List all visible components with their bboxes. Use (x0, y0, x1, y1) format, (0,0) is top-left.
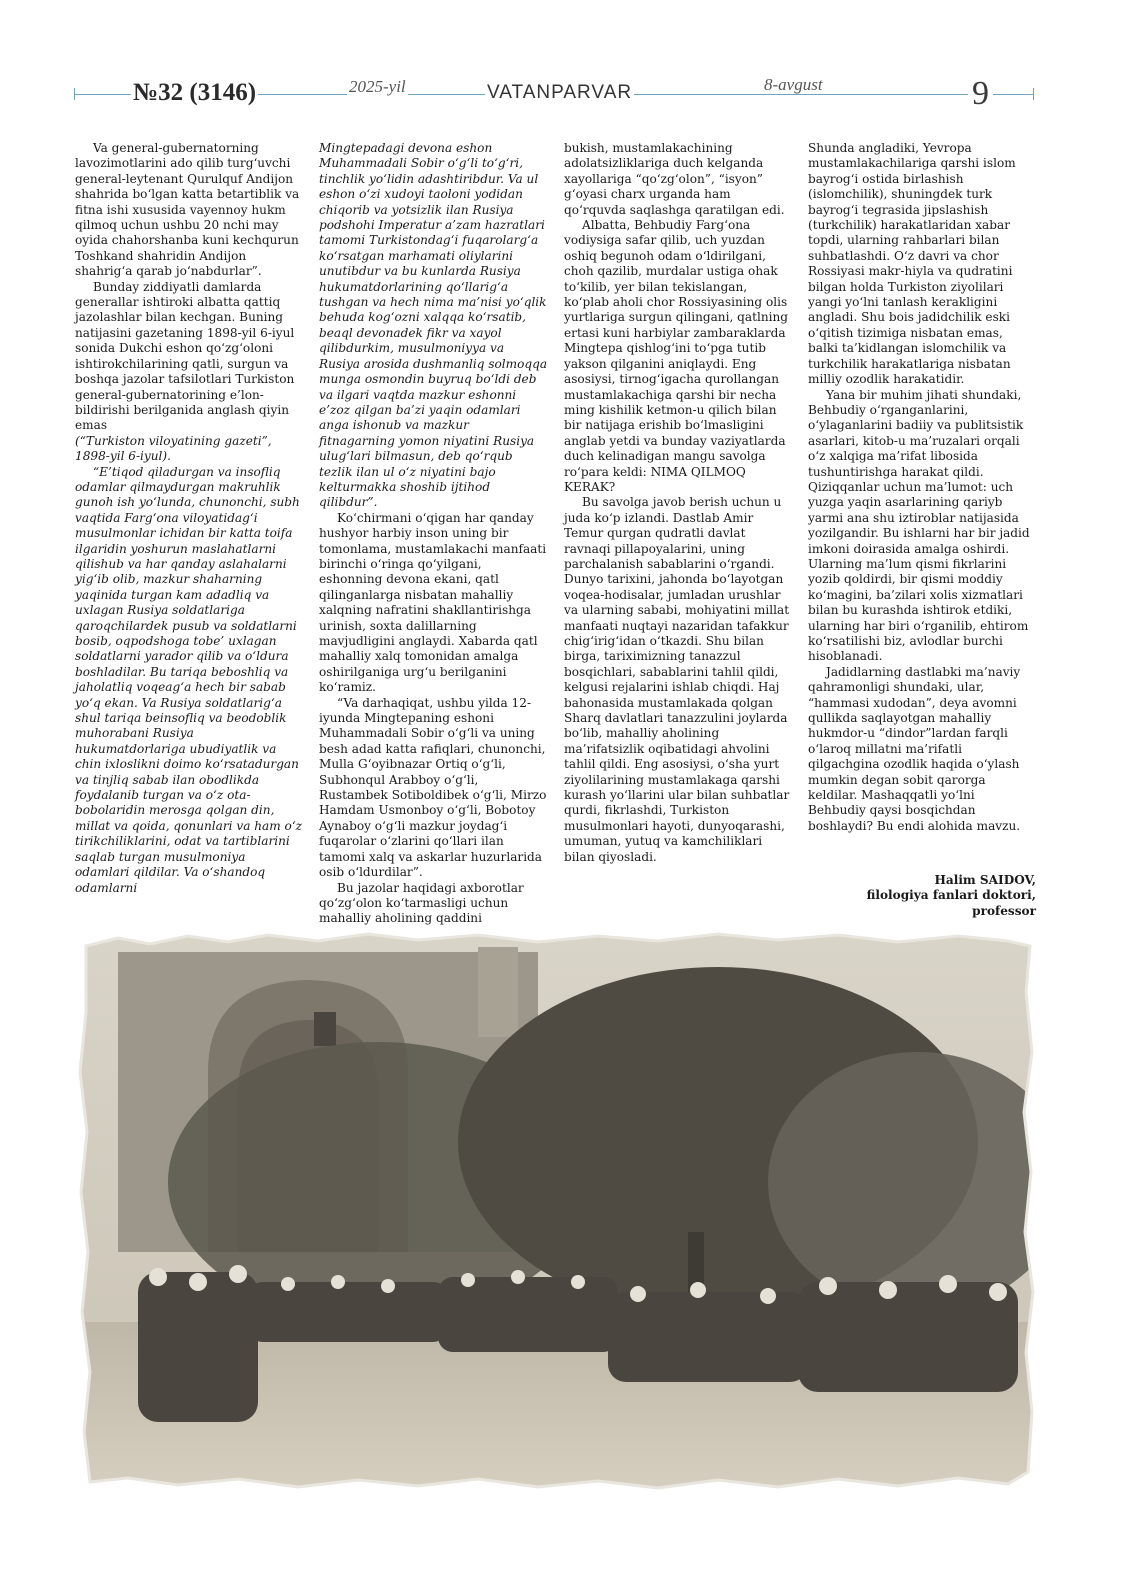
article-paragraph: (“Turkiston viloyatining gazeti”, 1898-yil 6-iyul). (75, 433, 272, 464)
author-name: Halim SAIDOV, (934, 873, 1036, 887)
article-column-4 (808, 141, 1036, 834)
article-paragraph: Shunda angladiki, Yevropa mustamlakachilariga qarshi islom bayrog‘i ostida birlashish (islomchilik), shuningdek turk bayrog‘i tegrasida jipslashish (turkchilik) harakatlaridan xabar topdi, ularning rahbarlari bilan suhbatlashdi. O‘z davri va chor Rossiyasi makr-hiyla va qudratini bilgan holda Turkiston ziyolilari yangi yo‘lni tanlash kerakligini angladi. Shu bois jadidchilik eski o‘qitish tizimiga nisbatan emas, balki ta’kidlangan islomchilik va turkchilik harakatlariga nisbatan milliy ozodlik harakatidir. (808, 141, 1016, 387)
article-paragraph: Va general-gubernatorning lavozimotlarini ado qilib turg‘uvchi general-leytenant Qurulquf Andijon shahrida bo‘lgan katta betartiblik va fitna ishi xususida vayennoy hukm qilmoq uchun ushbu 20 nchi may oyida chahorshanba kuni kechqurun Toshkand shahridin Andijon shahrig‘a qarab jo‘nabdurlar”. (75, 141, 300, 279)
article-paragraph: Mingtepadagi devona eshon Muhammadali Sobir o‘g‘li to‘g‘ri, tinchlik yo‘lidin adashtiribdur. Va ul eshon o‘zi xudoyi taoloni yodidan chiqorib va yotsizlik ilan Rusiya podshohi Imperatur a’zam hazratlari tamomi Turkistondag‘i fuqarolarg‘a ko‘rsatgan marhamati oliylarini unutibdur va bu kunlarda Rusiya hukumatdorlarining qo‘llarig‘a tushgan va hech nima ma’nisi yo‘qlik behuda kog‘ozni xalqqa ko‘rsatib, beaql devonadek fikr va xayol qilibdurkim, musulmoniyya va Rusiya arosida dushmanliq solmoqqa munga osmondin buyruq bo‘ldi deb va ilgari vaqtda mazkur eshonni e’zoz qilgan ba’zi yaqin odamlari anga ishonub va mazkur fitnagarning yomon niyatini Rusiya ulug‘lari bilmasun, deb qo‘rqub tezlik ilan ul o‘z niyatini bajo kelturmakka shoshib ijtihod qilibdur”. (319, 141, 548, 510)
building-tower (478, 947, 518, 1037)
article-paragraph: Bu jazolar haqidagi axborotlar qo‘zg‘olon ko‘tarmasligi uchun mahalliy aholining qaddini (319, 880, 524, 926)
article-paragraph: Bunday ziddiyatli damlarda generallar ishtiroki albatta qattiq jazolashlar bilan kechgan. Buning natijasini gazetaning 1898-yil 6-iyul sonida Dukchi eshon qo‘zg‘oloni ishtirokchilarining qatli, surgun va boshqa jazolar tafsilotlari Turkiston general-gubernatorining e’lon-bildirishi berilganida anglash qiyin emas (75, 279, 295, 433)
author-position: professor (972, 903, 1036, 918)
newspaper-title: VATANPARVAR (487, 82, 633, 103)
article-paragraph: Jadidlarning dastlabki ma’naviy qahramonligi shundaki, ular, “hammasi xudodan”, deya avomni qullikda saqlayotgan mahalliy hukmdor-u “dindor”lardan farqli o‘laroq millatni ma’rifatli qilgachgina ozodlik haqida o‘ylash mumkin degan sobit qarorga keldilar. Mashaqqatli yo‘lni Behbudiy qaysi bosqichdan boshlaydi? Bu endi alohida mavzu. (808, 664, 1021, 833)
article-paragraph: Albatta, Behbudiy Farg‘ona vodiysiga safar qilib, uch yuzdan oshiq begunoh odam o‘ldirilgani, choh qazilib, murdalar ustiga ohak to‘kilib, yer bilan tekislangan, ko‘plab aholi chor Rossiyasining olis yurtlariga surgun qilingani, qatlning ertasi kuni harbiylar zambaraklarda Mingtepa qishlog‘ini to‘pga tutib yakson qilganini aniqlaydi. Eng asosiysi, tirnog‘igacha qurollangan mustamlakachiga qarshi bir necha ming kishilik ketmon-u qilich bilan bir natijaga erishib bo‘lmasligini anglab yetdi va bunday vaziyatlarda duch kelinadigan mangu savolga ro‘para keldi: NIMA QILMOQ KERAK? (564, 218, 789, 494)
author-byline (808, 873, 1036, 919)
page-number: 9 (968, 77, 993, 111)
issue-number: №32 (3146) (133, 79, 257, 106)
article-paragraph: Ko‘chirmani o‘qigan har qanday hushyor harbiy inson uning bir tomonlama, mustamlakachi manfaati birinchi o‘ringa qo‘yilgani, eshonning devona ekani, qatl qilinganlarga nisbatan mahalliy xalqning nafratini shakllantirishga urinish, soxta dalillarning mavjudligini anglaydi. Xabarda qatl mahalliy xalq tomonidan amalga oshirilganiga urg‘u berilganini ko‘ramiz. (319, 510, 547, 695)
article-column-2 (319, 141, 548, 927)
issue-date: 8-avgust (764, 75, 823, 94)
article-paragraph: bukish, mustamlakachining adolatsizliklariga duch kelganda xayollariga “qo‘zg‘olon”, “isyon” g‘oyasi charx urganda ham qo‘rquvda saqlashga qaratilgan edi. (564, 141, 785, 217)
issue-year: 2025-yil (349, 77, 406, 96)
historical-photo (78, 932, 1036, 1492)
article-paragraph: “Va darhaqiqat, ushbu yilda 12-iyunda Mingtepaning eshoni Muhammadali Sobir o‘g‘li va uning besh adad katta rafiqlari, chunonchi, Mulla G‘oyibnazar Ortiq o‘g‘li, Subhonqul Arabboy o‘g‘li, Rustambek Sotiboldibek o‘g‘li, Mirzo Hamdam Usmonboy o‘g‘li, Bobotoy Aynaboy o‘g‘li mazkur joydag‘i fuqarolar o‘zlarini qo‘llari ilan tamomi xalq va askarlar huzurlarida osib o‘ldurdilar”. (319, 695, 547, 880)
article-column-1 (75, 141, 303, 896)
author-degree: filologiya fanlari doktori, (866, 888, 1036, 903)
header-rule-cap-right (1033, 88, 1034, 100)
article-column-3 (564, 141, 793, 865)
portal-window (314, 1012, 336, 1046)
article-paragraph: “E’tiqod qiladurgan va insofliq odamlar qilmaydurgan makruhlik gunoh ish yo‘lunda, chunonchi, subh vaqtida Farg‘ona viloyatidag‘i musulmonlar ichidan bir katta toifa ilgaridin yoshurun maslahatlarni qilishub va har qanday aslahalarni yig‘ib olib, mazkur shaharning yaqinida turgan kam adadliq va uxlagan Rusiya soldatlariga qaroqchilardek pusub va soldatlarni bosib, oqpodshoga tobe’ uxlagan soldatlarni yarador qilib va o‘ldura boshladilar. Bu tariqa beboshliq va jaholatliq voqeag‘a hech bir sabab yo‘q ekan. Va Rusiya soldatlarig‘a shul tariqa beinsofliq va beodoblik muhorabani Rusiya hukumatdorlariga ubudiyatlik va chin ixloslikni doimo ko‘rsatadurgan va tinjliq sabab ilan obodlikda foydalanib turgan va o‘z ota-bobolaridin merosga qolgan din, millat va qoida, qonunlari va ham o‘z tirikchiliklarini, odat va tartiblarini saqlab turgan musulmoniya odamlari qildilar. Va o‘shandoq odamlarni (75, 464, 303, 895)
article-paragraph: Yana bir muhim jihati shundaki, Behbudiy o‘rganganlarini, o‘ylaganlarini badiiy va publitsistik asarlari, kitob-u ma’ruzalari orqali o‘z xalqiga ma’rifat libosida tushuntirishga harakat qildi. Qiziqqanlar uchun ma’lumot: uch yuzga yaqin asarlarining qariyb yarmi ana shu iztiroblar natijasida yozilgandir. Bu ishlarni har bir jadid imkoni doirasida amalga oshirdi. Ularning ma’lum qismi fikrlarini yozib qoldirdi, bir qismi moddiy ko‘magini, ba’zilari xolis xizmatlari bilan bu kurashda ishtirok etdiki, ularning har biri o‘rganilib, ehtirom ko‘rsatilishi biz, avlodlar burchi hisoblanadi. (808, 387, 1030, 664)
article-paragraph: Bu savolga javob berish uchun u juda ko‘p izlandi. Dastlab Amir Temur qurgan qudratli davlat ravnaqi pillapoyalarini, uning parchalanish sabablarini o‘rgandi. Dunyo tarixini, jahonda bo‘layotgan voqea-hodisalar, jumladan urushlar va ularning sababi, mohiyatini millat manfaati nuqtayi nazaridan tafakkur chig‘irig‘idan o‘tkazdi. Shu bilan birga, tariximizning tanazzul bosqichlari, sabablarini tahlil qildi, kelgusi rejalarini ishlab chiqdi. Haj bahonasida mustamlakada qolgan Sharq davlatlari tanazzulini joylarda bo‘lib, mahalliy aholining ma’rifatsizlik oqibatidagi ahvolini tahlil qildi. Eng asosiysi, o‘sha yurt ziyolilarining mustamlakaga qarshi kurash yo‘llarini ular bilan suhbatlar qurdi, fikrlashdi, Turkiston musulmonlari hayoti, dunyoqarashi, umuman, yutuq va kamchiliklari bilan qiyosladi. (564, 495, 790, 864)
